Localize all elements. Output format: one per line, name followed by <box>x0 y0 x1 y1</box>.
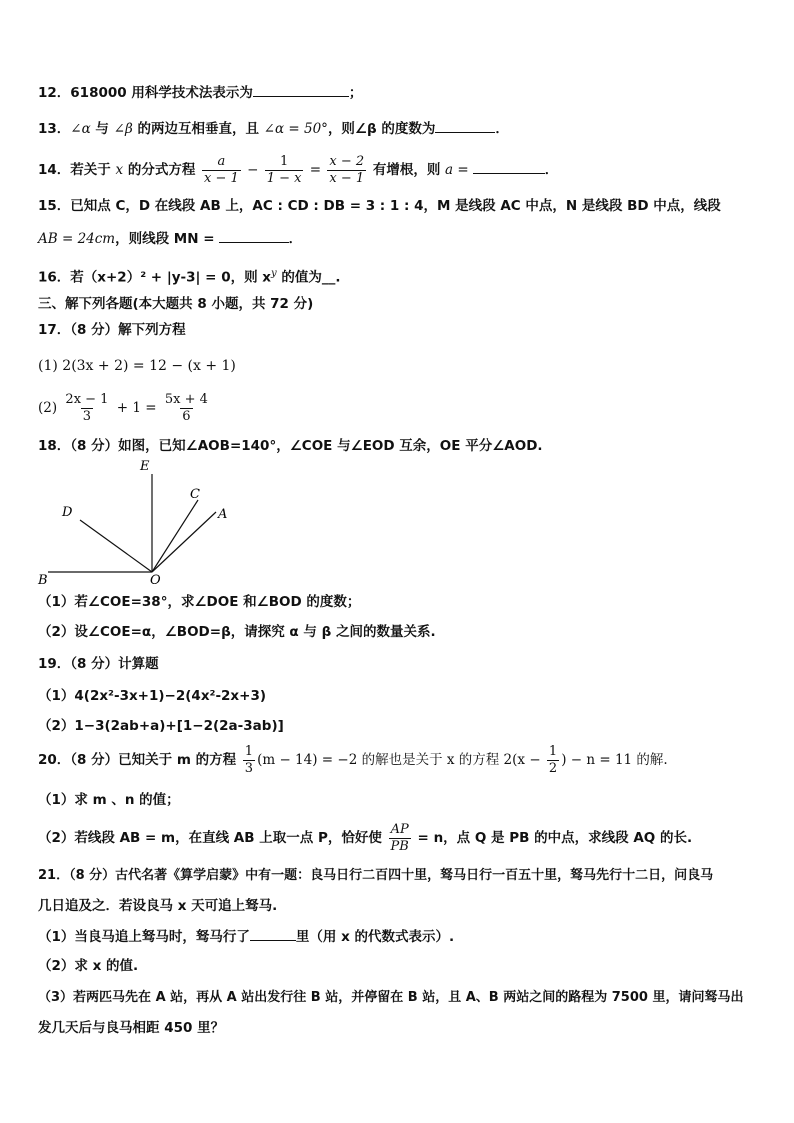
fraction: $\frac{1}{1 - x}$ <box>266 153 302 186</box>
question-21-part2: （2）求 x 的值. <box>38 958 139 974</box>
answer-blank[interactable] <box>435 118 495 133</box>
question-15-line1: 15．已知点 C，D 在线段 AB 上，AC : CD : DB = 3 : 1 : 4，M 是线段 AC 中点，N 是线段 BD 中点，线段 <box>38 198 721 214</box>
angle-diagram <box>30 456 250 592</box>
label-B: B <box>38 573 48 588</box>
question-18-part2: （2）设∠COE=α，∠BOD=β，请探究 α 与 β 之间的数量关系. <box>38 624 436 640</box>
question-21-part3b: 发几天后与良马相距 450 里？ <box>38 1020 225 1036</box>
question-20-part2: （2）若线段 AB = m，在直线 AB 上取一点 P，恰好使 $\frac{AP}{PB}$ = n，点 Q 是 PB 的中点，求线段 AQ 的长. <box>38 821 693 854</box>
question-19-part1: （1）4(2x²-3x+1)−2(4x²-2x+3) <box>38 688 267 704</box>
answer-blank[interactable] <box>250 926 296 941</box>
section-heading: 三、解下列各题(本大题共 8 小题，共 72 分) <box>38 296 314 312</box>
question-13: 13．∠α 与 ∠β 的两边互相垂直，且 ∠α = 50°，则∠β 的度数为 ． <box>38 118 764 139</box>
question-17-part2: (2) $\frac{2x - 1}{3}$ + 1 = $\frac{5x + 4}{6}$ <box>38 391 208 424</box>
fraction: $\frac{1}{3}$ <box>244 743 254 776</box>
fraction: $\frac{5x + 4}{6}$ <box>164 391 208 424</box>
question-17-part1: (1) 2(3x + 2) = 12 − (x + 1) <box>38 358 236 374</box>
answer-blank[interactable] <box>253 82 349 97</box>
question-18-title: 18．（8 分）如图，已知∠AOB=140°，∠COE 与∠EOD 互余，OE 平分∠AOD. <box>38 438 543 454</box>
answer-blank[interactable] <box>219 228 289 243</box>
ray-OD <box>80 520 152 572</box>
label-E: E <box>140 459 150 474</box>
question-15-line2: AB = 24cm，则线段 MN = ． <box>38 228 764 249</box>
question-12: 12．618000 用科学技术法表示为 ； <box>38 82 764 103</box>
fraction: $\frac{x - 2}{x - 1}$ <box>329 153 365 186</box>
label-A: A <box>218 507 228 522</box>
label-O: O <box>150 573 161 588</box>
label-C: C <box>190 487 200 502</box>
fraction: $\frac{AP}{PB}$ <box>390 821 409 854</box>
fraction: $\frac{a}{x - 1}$ <box>204 153 239 186</box>
question-17-title: 17．（8 分）解下列方程 <box>38 322 186 338</box>
question-16: 16．若（x+2）² + |y-3| = 0，则 $x^y$ 的值为__. <box>38 268 341 286</box>
question-19-title: 19．（8 分）计算题 <box>38 656 159 672</box>
question-21-line2: 几日追及之．若设良马 x 天可追上驽马. <box>38 898 278 914</box>
label-D: D <box>62 505 73 520</box>
fraction: $\frac{2x - 1}{3}$ <box>65 391 109 424</box>
question-19-part2: （2）1−3(2ab+a)+[1−2(2a-3ab)] <box>38 718 284 734</box>
answer-blank[interactable] <box>473 159 545 174</box>
question-18-part1: （1）若∠COE=38°，求∠DOE 和∠BOD 的度数； <box>38 594 361 610</box>
question-21-line1: 21．（8 分）古代名著《算学启蒙》中有一题：良马日行二百四十里，驽马日行一百五十里，驽马先行十二日，问良马 <box>38 868 714 883</box>
question-20: 20．（8 分）已知关于 m 的方程 $\frac{1}{3}$ (m − 14) = −2 的解也是关于 x 的方程 2(x − $\frac{1}{2}$ ) − n = 11 的解. <box>38 743 668 776</box>
question-20-part1: （1）求 m 、n 的值； <box>38 792 180 808</box>
fraction: $\frac{1}{2}$ <box>548 743 558 776</box>
question-14: 14．若关于 x 的分式方程 $\frac{a}{x - 1}$ − $\frac{1}{1 - x}$ = $\frac{x - 2}{x - 1}$ 有增根，则 a = ． <box>38 153 559 186</box>
question-21-part3a: （3）若两匹马先在 A 站，再从 A 站出发行往 B 站，并停留在 B 站，且 A、B 两站之间的路程为 7500 里，请问驽马出 <box>38 990 744 1005</box>
question-21-part1: （1）当良马追上驽马时，驽马行了 里（用 x 的代数式表示）. <box>38 926 764 947</box>
